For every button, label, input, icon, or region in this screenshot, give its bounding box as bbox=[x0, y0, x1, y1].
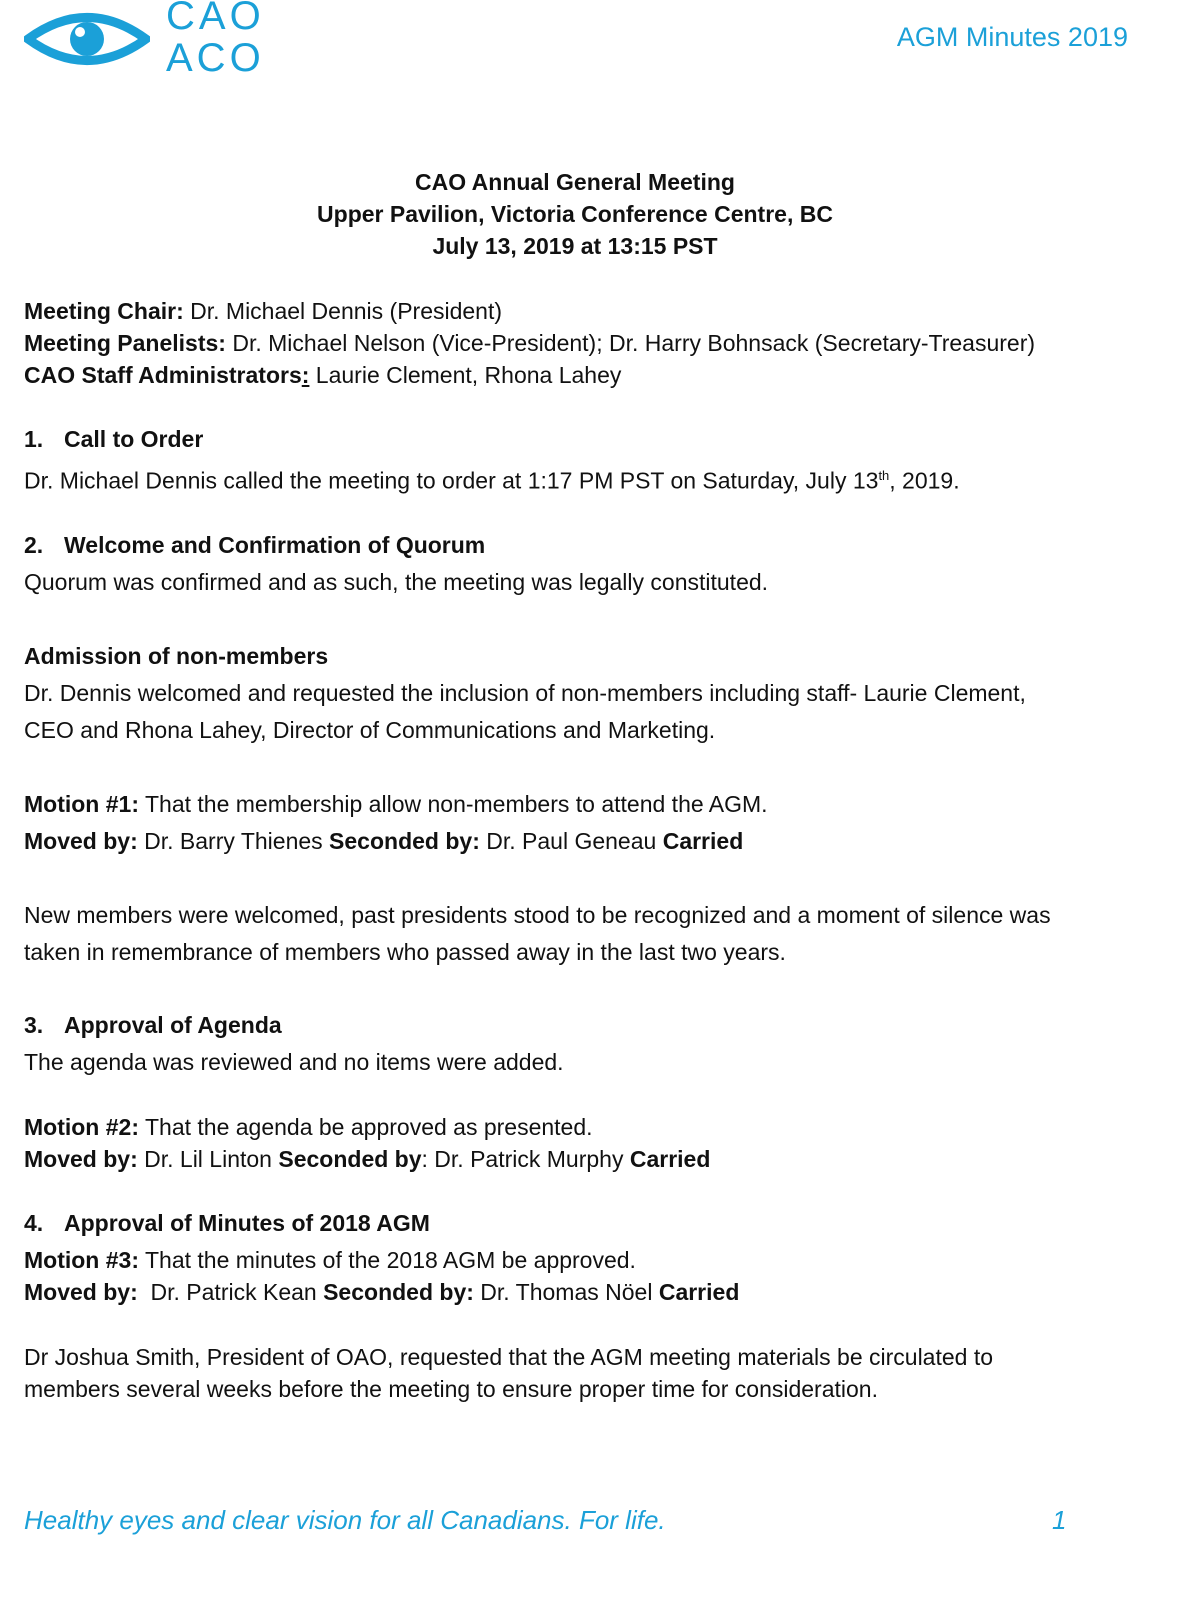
moved-by-value: Dr. Patrick Kean bbox=[137, 1279, 324, 1305]
document-label: AGM Minutes 2019 bbox=[896, 22, 1128, 52]
seconded-by-label: Seconded by: bbox=[323, 1279, 474, 1305]
section-4-title: Approval of Minutes of 2018 AGM bbox=[64, 1210, 430, 1236]
staff-label: CAO Staff Administrators bbox=[24, 362, 302, 388]
section-3-title: Approval of Agenda bbox=[64, 1012, 282, 1038]
staff-value: Laurie Clement, Rhona Lahey bbox=[309, 362, 622, 388]
admission-heading bbox=[24, 641, 328, 671]
motion-result: Carried bbox=[662, 828, 744, 854]
moved-by-label: Moved by: bbox=[24, 1279, 138, 1305]
welcome-text-line-1: New members were welcomed, past presidents stood to be recognized and a moment of silence was bbox=[24, 902, 1051, 928]
motion-2 bbox=[24, 1112, 593, 1142]
closing-text-line-1: Dr Joshua Smith, President of OAO, requested that the AGM meeting materials be circulated to bbox=[24, 1344, 994, 1370]
welcome-text-line-2: taken in remembrance of members who passed away in the last two years. bbox=[24, 939, 786, 965]
panelists-label: Meeting Panelists: bbox=[24, 330, 226, 356]
admission-title: Admission of non-members bbox=[24, 643, 329, 669]
admission-text-line-1: Dr. Dennis welcomed and requested the inclusion of non-members including staff- Laurie Clement, bbox=[24, 680, 1026, 706]
motion-1-vote bbox=[24, 826, 743, 856]
meeting-date: July 13, 2019 at 13:15 PST bbox=[432, 233, 718, 259]
moved-by-value: Dr. Barry Thienes bbox=[137, 828, 330, 854]
cao-logo bbox=[24, 0, 274, 80]
section-4-number: 4. bbox=[24, 1210, 44, 1236]
call-to-order-year: , 2019. bbox=[889, 467, 960, 494]
chair-label: Meeting Chair: bbox=[24, 298, 184, 324]
motion-3 bbox=[24, 1245, 636, 1275]
section-2-title: Welcome and Confirmation of Quorum bbox=[64, 532, 486, 558]
section-1-text bbox=[24, 461, 960, 496]
seconded-by-value: : Dr. Patrick Murphy bbox=[421, 1146, 630, 1172]
seconded-by-value: Dr. Paul Geneau bbox=[479, 828, 663, 854]
date-ordinal: th bbox=[878, 468, 890, 483]
motion-2-vote bbox=[24, 1144, 710, 1174]
section-2-heading bbox=[24, 530, 485, 560]
meeting-panelists bbox=[24, 328, 1035, 358]
motion-3-vote bbox=[24, 1277, 739, 1307]
motion-1-text: That the membership allow non-members to attend the AGM. bbox=[139, 791, 768, 817]
motion-3-label: Motion #3: bbox=[24, 1247, 139, 1273]
seconded-by-label: Seconded by: bbox=[329, 828, 480, 854]
chair-value: Dr. Michael Dennis (President) bbox=[183, 298, 503, 324]
meeting-location: Upper Pavilion, Victoria Conference Centre, BC bbox=[317, 201, 833, 227]
section-3-text: The agenda was reviewed and no items were added. bbox=[24, 1049, 564, 1075]
moved-by-label: Moved by: bbox=[24, 1146, 138, 1172]
motion-2-text: That the agenda be approved as presented. bbox=[139, 1114, 593, 1140]
motion-2-label: Motion #2: bbox=[24, 1114, 139, 1140]
section-1-title: Call to Order bbox=[64, 426, 204, 452]
motion-1-label: Motion #1: bbox=[24, 791, 139, 817]
section-1-number: 1. bbox=[24, 426, 44, 452]
eye-icon bbox=[24, 6, 150, 72]
section-3-heading bbox=[24, 1010, 282, 1040]
section-2-text: Quorum was confirmed and as such, the meeting was legally constituted. bbox=[24, 569, 769, 595]
moved-by-label: Moved by: bbox=[24, 828, 138, 854]
call-to-order-text: Dr. Michael Dennis called the meeting to order at 1:17 PM PST on Saturday, July 13 bbox=[24, 467, 879, 494]
motion-1 bbox=[24, 789, 768, 819]
footer-tagline: Healthy eyes and clear vision for all Canadians. For life. bbox=[24, 1505, 666, 1535]
motion-result: Carried bbox=[629, 1146, 711, 1172]
seconded-by-label: Seconded by bbox=[278, 1146, 422, 1172]
meeting-title: CAO Annual General Meeting bbox=[415, 169, 735, 195]
section-2-number: 2. bbox=[24, 532, 44, 558]
logo-text-cao: CAO bbox=[166, 0, 265, 38]
page-number: 1 bbox=[1052, 1505, 1067, 1535]
staff-administrators bbox=[24, 360, 621, 390]
closing-text-line-2: members several weeks before the meeting to ensure proper time for consideration. bbox=[24, 1376, 878, 1402]
meeting-chair bbox=[24, 296, 502, 326]
motion-3-text: That the minutes of the 2018 AGM be approved. bbox=[139, 1247, 636, 1273]
panelists-value: Dr. Michael Nelson (Vice-President); Dr. Harry Bohnsack (Secretary-Treasurer) bbox=[225, 330, 1036, 356]
section-1-heading bbox=[24, 424, 203, 454]
section-4-heading bbox=[24, 1208, 430, 1238]
admission-text-line-2: CEO and Rhona Lahey, Director of Communications and Marketing. bbox=[24, 717, 716, 743]
moved-by-value: Dr. Lil Linton bbox=[137, 1146, 279, 1172]
staff-colon: : bbox=[301, 362, 310, 388]
seconded-by-value: Dr. Thomas Nöel bbox=[473, 1279, 659, 1305]
section-3-number: 3. bbox=[24, 1012, 44, 1038]
motion-result: Carried bbox=[658, 1279, 740, 1305]
logo-text-aco: ACO bbox=[166, 36, 265, 80]
